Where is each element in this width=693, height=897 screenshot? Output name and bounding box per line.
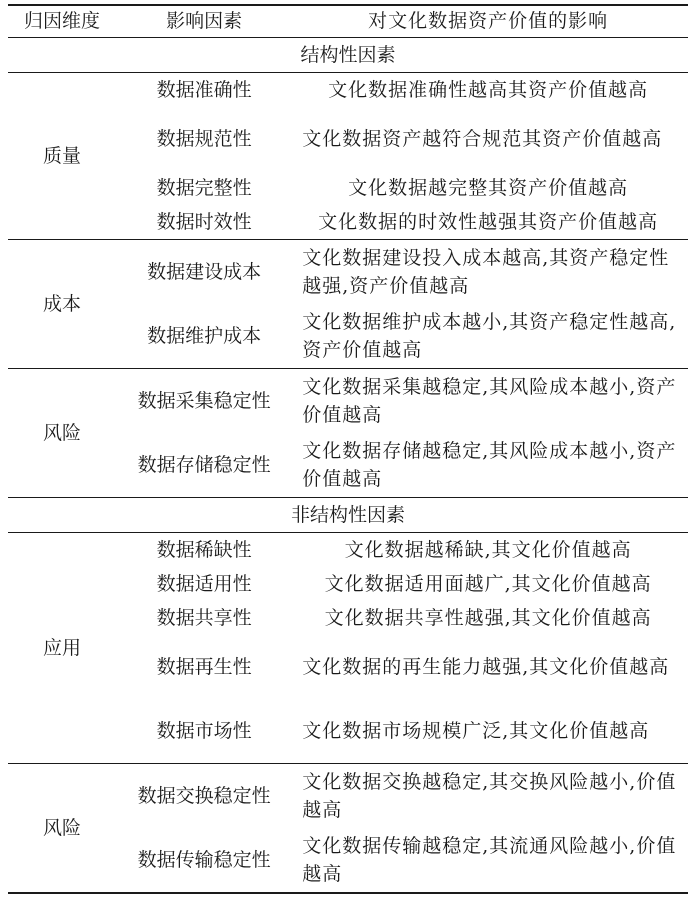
section-title: 非结构性因素 — [8, 497, 688, 532]
table-row — [8, 368, 688, 433]
table-row — [8, 763, 688, 828]
effect-cell: 文化数据维护成本越小,其资产稳定性越高,资产价值越高 — [302, 310, 677, 361]
table-row — [8, 239, 688, 304]
effect-cell: 文化数据共享性越强,其文化价值越高 — [324, 606, 652, 629]
header-factor: 影响因素 — [166, 10, 243, 33]
section-row-structural — [8, 37, 688, 72]
factor-cell: 数据准确性 — [156, 78, 252, 101]
factor-cell: 数据传输稳定性 — [137, 848, 271, 871]
factor-cell: 数据规范性 — [156, 127, 252, 150]
header-dimension: 归因维度 — [23, 10, 100, 33]
effect-cell: 文化数据的时效性越强其资产价值越高 — [318, 210, 659, 233]
table-body — [8, 37, 688, 893]
factor-cell: 数据存储稳定性 — [137, 453, 271, 476]
effect-cell: 文化数据的再生能力越强,其文化价值越高 — [302, 655, 670, 678]
factor-cell: 数据完整性 — [156, 176, 252, 199]
dimension-cell: 质量 — [8, 72, 116, 239]
effect-cell: 文化数据交换越稳定,其交换风险越小,价值越高 — [302, 770, 677, 821]
effect-cell: 文化数据越完整其资产价值越高 — [348, 176, 629, 199]
factor-cell: 数据采集稳定性 — [137, 389, 271, 412]
dimension-cell: 应用 — [8, 532, 116, 763]
factor-cell: 数据市场性 — [156, 719, 252, 742]
factor-cell: 数据稀缺性 — [156, 538, 252, 561]
effect-cell: 文化数据建设投入成本越高,其资产稳定性越强,资产价值越高 — [302, 246, 670, 297]
section-title: 结构性因素 — [8, 37, 688, 72]
effect-cell: 文化数据适用面越广,其文化价值越高 — [324, 572, 652, 595]
header-effect: 对文化数据资产价值的影响 — [368, 10, 609, 33]
factor-cell: 数据共享性 — [156, 606, 252, 629]
effect-cell: 文化数据市场规模广泛,其文化价值越高 — [302, 719, 650, 742]
factor-cell: 数据时效性 — [156, 210, 252, 233]
dimension-cell: 风险 — [8, 763, 116, 893]
dimension-cell: 成本 — [8, 239, 116, 368]
effect-cell: 文化数据传输越稳定,其流通风险越小,价值越高 — [302, 834, 677, 885]
factor-cell: 数据再生性 — [156, 655, 252, 678]
section-row-nonstructural — [8, 497, 688, 532]
effect-cell: 文化数据存储越稳定,其风险成本越小,资产价值越高 — [302, 439, 677, 490]
factor-cell: 数据维护成本 — [147, 324, 262, 347]
factor-cell: 数据适用性 — [156, 572, 252, 595]
table-row — [8, 72, 688, 107]
effect-cell: 文化数据越稀缺,其文化价值越高 — [344, 538, 632, 561]
effect-cell: 文化数据资产越符合规范其资产价值越高 — [302, 127, 663, 150]
factor-cell: 数据建设成本 — [147, 260, 262, 283]
table-row — [8, 532, 688, 567]
header-row — [8, 5, 688, 37]
dimension-cell: 风险 — [8, 368, 116, 497]
effect-cell: 文化数据准确性越高其资产价值越高 — [328, 78, 649, 101]
factor-cell: 数据交换稳定性 — [137, 784, 271, 807]
table-header — [8, 5, 688, 37]
effect-cell: 文化数据采集越稳定,其风险成本越小,资产价值越高 — [302, 375, 677, 426]
value-factors-table — [8, 4, 688, 894]
